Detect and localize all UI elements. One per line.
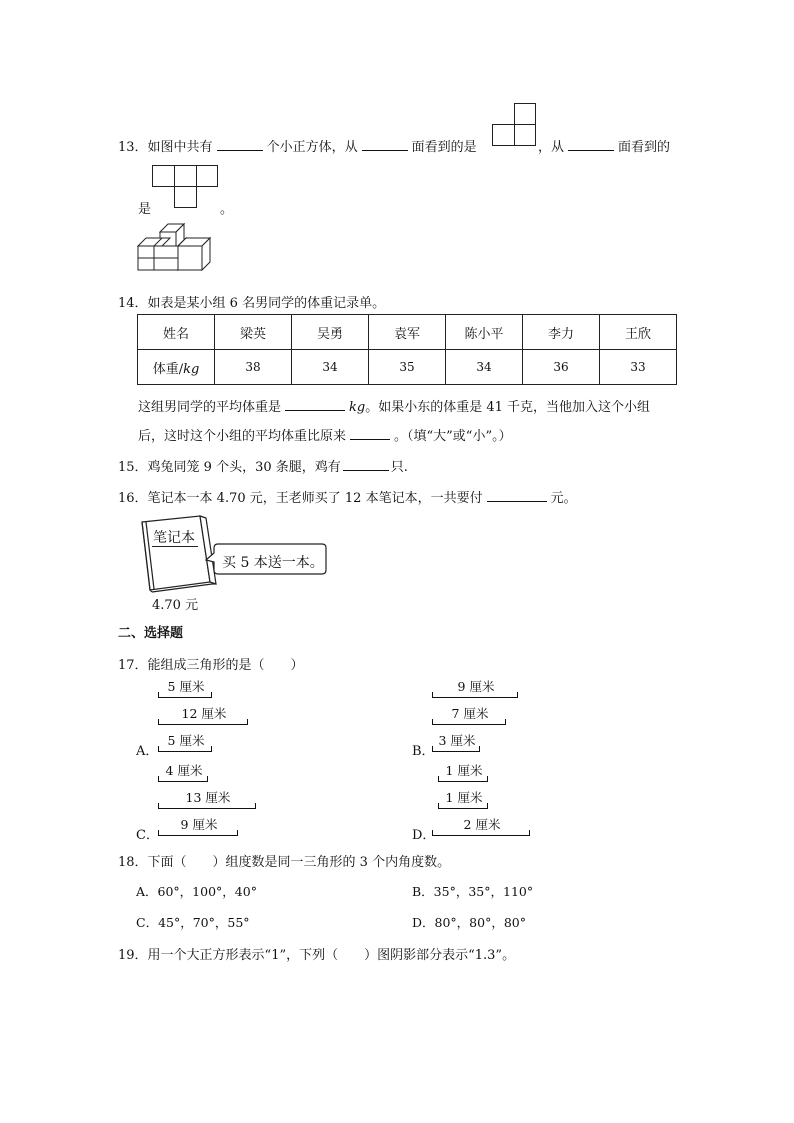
table-row-names: 姓名 梁英 吴勇 袁军 陈小平 李力 王欣 <box>138 315 677 350</box>
segment-line <box>158 746 212 752</box>
answer-blank <box>350 427 390 440</box>
segment-line <box>438 803 488 809</box>
segment-line <box>158 692 212 698</box>
segment-line <box>438 776 488 782</box>
cubes-3d-figure <box>136 222 220 274</box>
notebook-title: 笔记本 <box>153 530 195 546</box>
answer-blank <box>217 138 263 151</box>
option-d[interactable]: D．80°，80°，80° <box>412 915 526 930</box>
question-18: 18．下面（ ）组度数是同一三角形的 3 个内角度数。 <box>118 855 451 870</box>
question-13-shi: 是 <box>138 202 152 217</box>
question-13-period: 。 <box>220 202 234 217</box>
section-heading: 二、选择题 <box>118 626 184 641</box>
question-13-line1: 13．如图中共有 个小正方体，从 面看到的是 <box>118 140 477 155</box>
notebook-title-underline <box>152 546 198 547</box>
option-a[interactable]: A．60°，100°，40° <box>136 884 257 899</box>
segment-line <box>432 746 480 752</box>
segment-line <box>432 830 530 836</box>
table-row-weights: 体重/kg 38 34 35 34 36 33 <box>138 350 677 385</box>
weight-record-table <box>137 314 677 385</box>
option-c[interactable]: C．45°，70°，55° <box>136 915 250 930</box>
question-19: 19．用一个大正方形表示“1”，下列（ ）图阴影部分表示“1.3”。 <box>118 948 516 963</box>
answer-blank <box>487 489 547 502</box>
segment-line <box>158 719 248 725</box>
answer-blank <box>343 458 389 471</box>
option-b[interactable]: B．35°，35°，110° <box>412 884 534 899</box>
question-15: 15．鸡兔同笼 9 个头，30 条腿，鸡有 只. <box>118 460 408 475</box>
answer-blank <box>285 398 345 411</box>
segment-line <box>432 719 506 725</box>
question-14-line1: 这组男同学的平均体重是 kg。如果小东的体重是 41 千克，当他加入这个小组 <box>138 400 651 415</box>
question-14-intro: 14．如表是某小组 6 名男同学的体重记录单。 <box>118 296 386 311</box>
answer-blank <box>362 138 408 151</box>
segment-line <box>158 776 208 782</box>
question-17: 17．能组成三角形的是（ ） <box>118 658 304 673</box>
question-16: 16．笔记本一本 4.70 元，王老师买了 12 本笔记本，一共要付 元。 <box>118 491 577 506</box>
answer-blank <box>568 138 614 151</box>
notebook-price: 4.70 元 <box>152 598 199 613</box>
segment-line <box>432 692 518 698</box>
question-13-line1-cont: ，从 面看到的 <box>538 140 671 155</box>
segment-line <box>158 803 256 809</box>
segment-line <box>158 830 238 836</box>
question-14-line2: 后，这时这个小组的平均体重比原来 。（填“大”或“小”。） <box>138 429 512 444</box>
speech-bubble-text: 买 5 本送一本。 <box>222 555 324 571</box>
